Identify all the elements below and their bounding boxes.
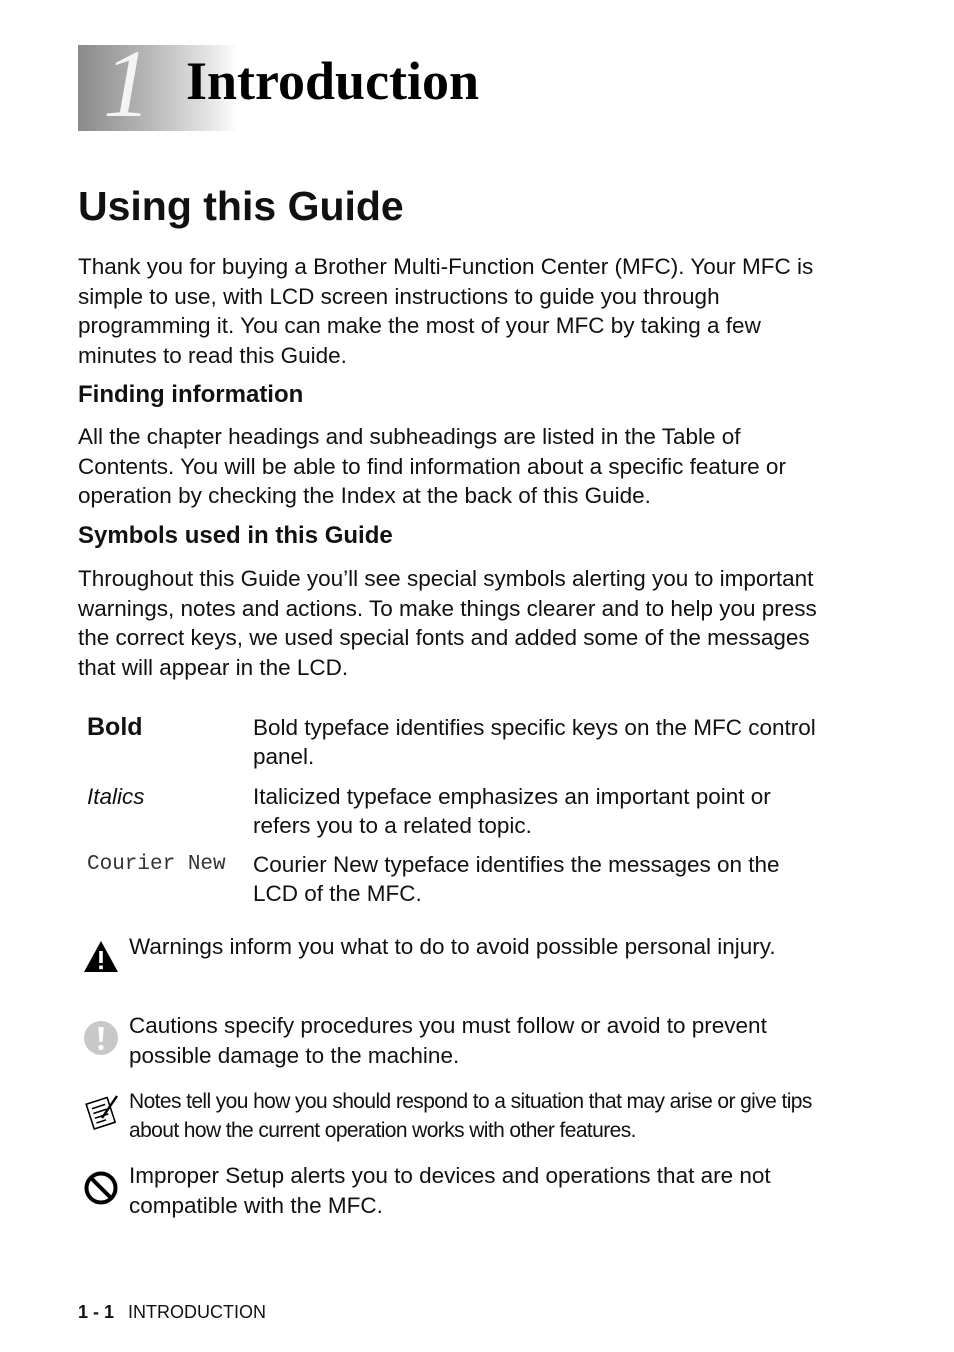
symbol-description: Courier New typeface identifies the messages on the LCD of the MFC.	[253, 852, 780, 906]
improper-setup-icon	[82, 1169, 120, 1207]
chapter-number: 1	[103, 30, 151, 137]
warning-icon	[82, 938, 120, 976]
improper-setup-notice-text: Improper Setup alerts you to devices and operations that are not compatible with the MFC.	[129, 1163, 771, 1218]
finding-info-heading: Finding information	[78, 381, 304, 408]
finding-info-paragraph: All the chapter headings and subheadings are listed in the Table of Contents. You will be able to find information about a specific feature or operation by checking the Index at the back of this Guide.	[78, 424, 786, 508]
symbols-paragraph: Throughout this Guide you’ll see special symbols alerting you to important warnings, notes and actions. To make things clearer and to help you press the correct keys, we used special fonts and added some of the messages that will appear in the LCD.	[78, 566, 817, 680]
symbols-heading: Symbols used in this Guide	[78, 522, 393, 549]
symbol-term: Courier New	[87, 853, 226, 876]
symbol-description: Bold typeface identifies specific keys on the MFC control panel.	[253, 715, 816, 769]
caution-notice-text: Cautions specify procedures you must follow or avoid to prevent possible damage to the machine.	[129, 1013, 767, 1068]
warning-notice-text: Warnings inform you what to do to avoid possible personal injury.	[129, 934, 776, 959]
intro-paragraph: Thank you for buying a Brother Multi-Function Center (MFC). Your MFC is simple to use, with LCD screen instructions to guide you through programming it. You can make the most of your MFC by taking a few minutes to read this Guide.	[78, 254, 814, 368]
page-footer	[78, 1302, 266, 1323]
symbol-term: Italics	[87, 784, 145, 809]
chapter-title: Introduction	[186, 51, 480, 111]
symbol-description: Italicized typeface emphasizes an important point or refers you to a related topic.	[253, 784, 771, 838]
symbol-term: Bold	[87, 713, 143, 741]
note-notice-text: Notes tell you how you should respond to a situation that may arise or give tips about how the current operation works with other features.	[129, 1090, 812, 1142]
section-title: Using this Guide	[78, 183, 404, 229]
page-number: 1 - 1	[78, 1302, 115, 1322]
note-icon	[82, 1092, 120, 1130]
footer-chapter-label: INTRODUCTION	[128, 1302, 267, 1322]
caution-icon	[82, 1019, 120, 1057]
